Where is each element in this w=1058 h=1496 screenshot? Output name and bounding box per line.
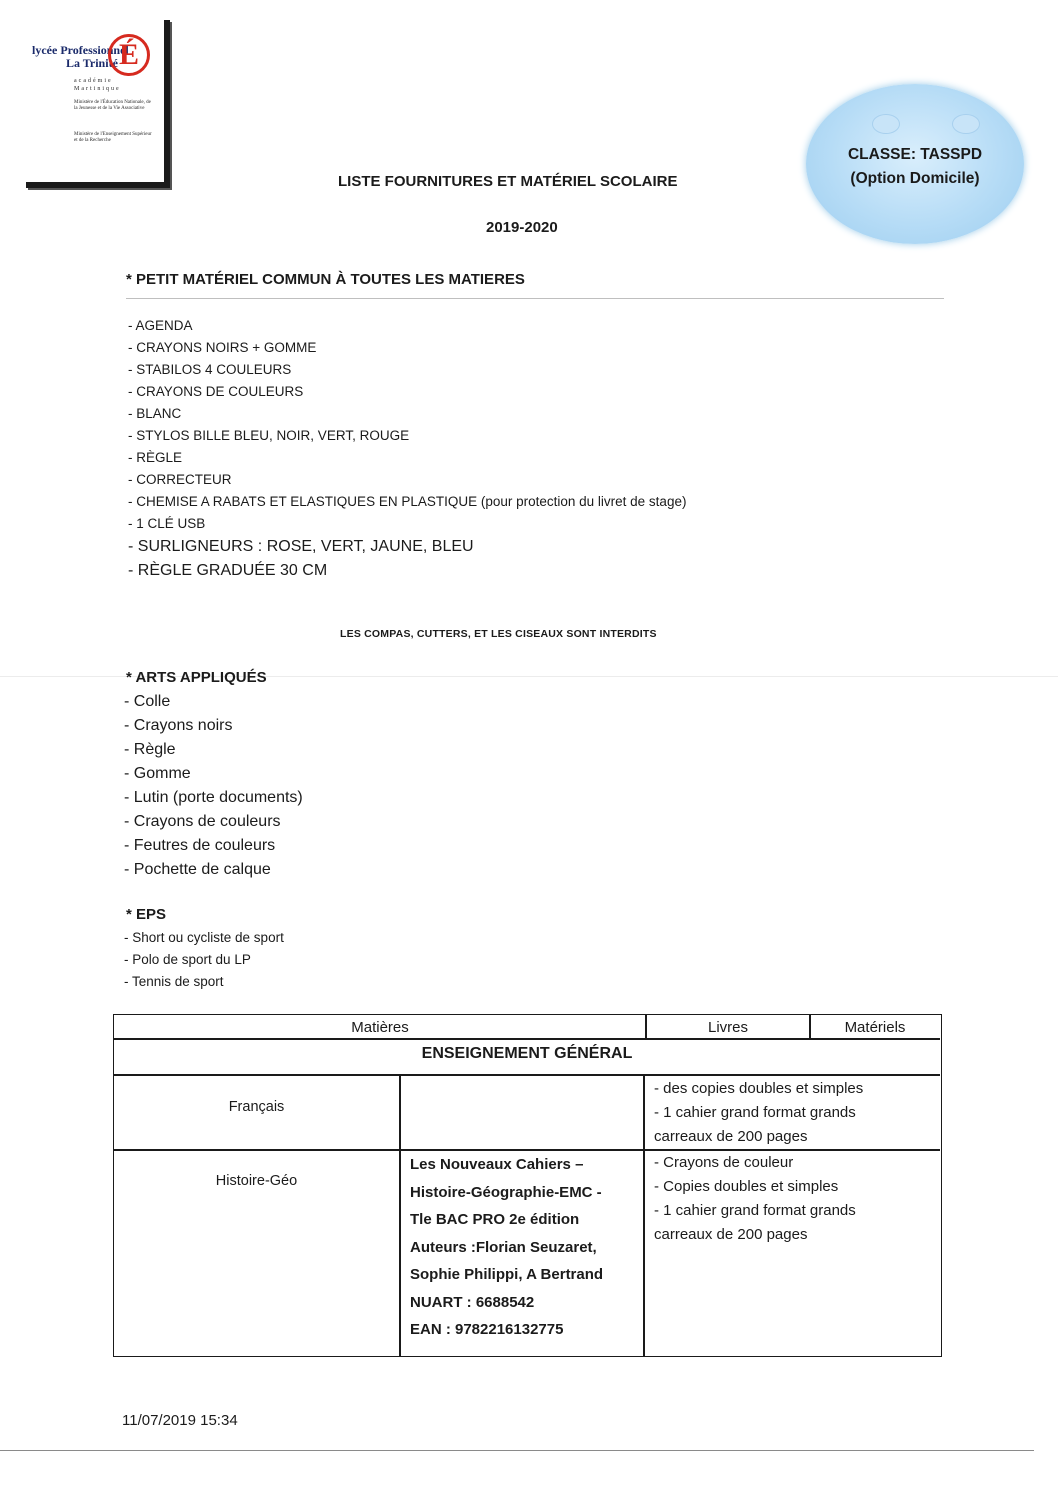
list-item: - STYLOS BILLE BLEU, NOIR, VERT, ROUGE (128, 428, 410, 443)
school-logo (26, 20, 170, 188)
book-line: NUART : 6688542 (410, 1293, 535, 1311)
badge-eye-left (872, 114, 900, 134)
list-item: - CORRECTEUR (128, 472, 232, 487)
row-book-histoire-geo (410, 1151, 603, 1344)
badge-class: CLASSE: TASSPD (847, 146, 983, 163)
list-item: - RÈGLE (128, 450, 183, 465)
material-line: carreaux de 200 pages (654, 1128, 808, 1145)
section-arts-title: * ARTS APPLIQUÉS (126, 669, 267, 686)
logo-region-2: Martinique (74, 86, 121, 92)
material-line: - Crayons de couleur (654, 1154, 794, 1171)
footer-timestamp: 11/07/2019 15:34 (122, 1412, 238, 1429)
list-item: - Pochette de calque (124, 861, 271, 878)
list-item: - AGENDA (128, 318, 193, 333)
table-divider (643, 1074, 645, 1356)
material-line: - 1 cahier grand format grands (654, 1202, 856, 1219)
logo-title-line1: lycée Professionnel (32, 43, 129, 57)
subjects-table (113, 1014, 942, 1357)
arts-items-list (124, 690, 303, 882)
table-section-title: ENSEIGNEMENT GÉNÉRAL (421, 1045, 633, 1062)
logo-ministry-2: Ministère de l'Enseignement Supérieur et de la Recherche (74, 132, 152, 143)
header-books: Livres (707, 1019, 748, 1036)
material-line: - Copies doubles et simples (654, 1178, 839, 1195)
logo-ministry-1: Ministère de l'Éducation Nationale, de la Jeunesse et de la Vie Associative (74, 100, 151, 111)
list-item: - CHEMISE A RABATS ET ELASTIQUES EN PLASTIQUE (pour protection du livret de stage) (128, 494, 687, 509)
list-item: - Crayons noirs (124, 717, 233, 734)
list-item: - CRAYONS NOIRS + GOMME (128, 340, 317, 355)
class-badge (806, 84, 1024, 244)
list-item: - Gomme (124, 765, 191, 782)
list-item: - SURLIGNEURS : ROSE, VERT, JAUNE, BLEU (128, 538, 474, 555)
list-item: - Short ou cycliste de sport (124, 930, 284, 945)
material-line: - 1 cahier grand format grands (654, 1104, 856, 1121)
table-divider (114, 1038, 940, 1040)
header-subjects: Matières (351, 1019, 409, 1036)
logo-e-icon: É (108, 34, 150, 76)
book-line: Sophie Philippi, A Bertrand (410, 1266, 604, 1283)
logo-region-1: académie (74, 78, 113, 84)
list-item: - Règle (124, 741, 176, 758)
row-materials-histoire-geo (654, 1151, 856, 1247)
material-line: - des copies doubles et simples (654, 1080, 864, 1097)
page-title: LISTE FOURNITURES ET MATÉRIEL SCOLAIRE (338, 173, 678, 190)
book-line: Auteurs :Florian Seuzaret, (410, 1238, 597, 1256)
common-items-list (128, 315, 686, 535)
section-common-title: * PETIT MATÉRIEL COMMUN À TOUTES LES MATIERES (126, 271, 525, 288)
row-materials-francais (654, 1077, 863, 1149)
table-divider (645, 1015, 647, 1039)
list-item: - Tennis de sport (124, 974, 224, 989)
list-item: - Lutin (porte documents) (124, 789, 303, 806)
list-item: - STABILOS 4 COULEURS (128, 362, 292, 377)
table-divider (809, 1015, 811, 1039)
row-subject-francais: Français (228, 1099, 285, 1115)
header-materials: Matériels (844, 1019, 906, 1036)
section-eps-title: * EPS (126, 906, 167, 923)
list-item: - 1 CLÉ USB (128, 516, 206, 531)
table-divider (114, 1074, 940, 1076)
book-line: Histoire-Géographie-EMC - (410, 1183, 602, 1201)
list-item: - RÈGLE GRADUÉE 30 CM (128, 562, 328, 579)
badge-eye-right (952, 114, 980, 134)
book-line: Les Nouveaux Cahiers – (410, 1156, 584, 1173)
list-item: - BLANC (128, 406, 182, 421)
section-divider (126, 298, 944, 299)
school-year: 2019-2020 (486, 219, 558, 236)
list-item: - CRAYONS DE COULEURS (128, 384, 304, 399)
list-item: - Polo de sport du LP (124, 952, 251, 967)
material-line: carreaux de 200 pages (654, 1226, 808, 1243)
list-item: - Colle (124, 693, 171, 710)
book-line: EAN : 9782216132775 (410, 1321, 564, 1338)
eps-items-list (124, 927, 284, 993)
prohibited-notice: LES COMPAS, CUTTERS, ET LES CISEAUX SONT INTERDITS (340, 628, 657, 640)
logo-title-line2: La Trinité (66, 56, 118, 70)
badge-option: (Option Domicile) (850, 170, 980, 187)
list-item: - Crayons de couleurs (124, 813, 281, 830)
book-line: Tle BAC PRO 2e édition (410, 1211, 580, 1228)
common-items-list-large (128, 535, 474, 583)
footer-rule (0, 1450, 1034, 1451)
row-subject-histoire-geo: Histoire-Géo (215, 1173, 298, 1189)
table-divider (399, 1074, 401, 1356)
list-item: - Feutres de couleurs (124, 837, 276, 854)
